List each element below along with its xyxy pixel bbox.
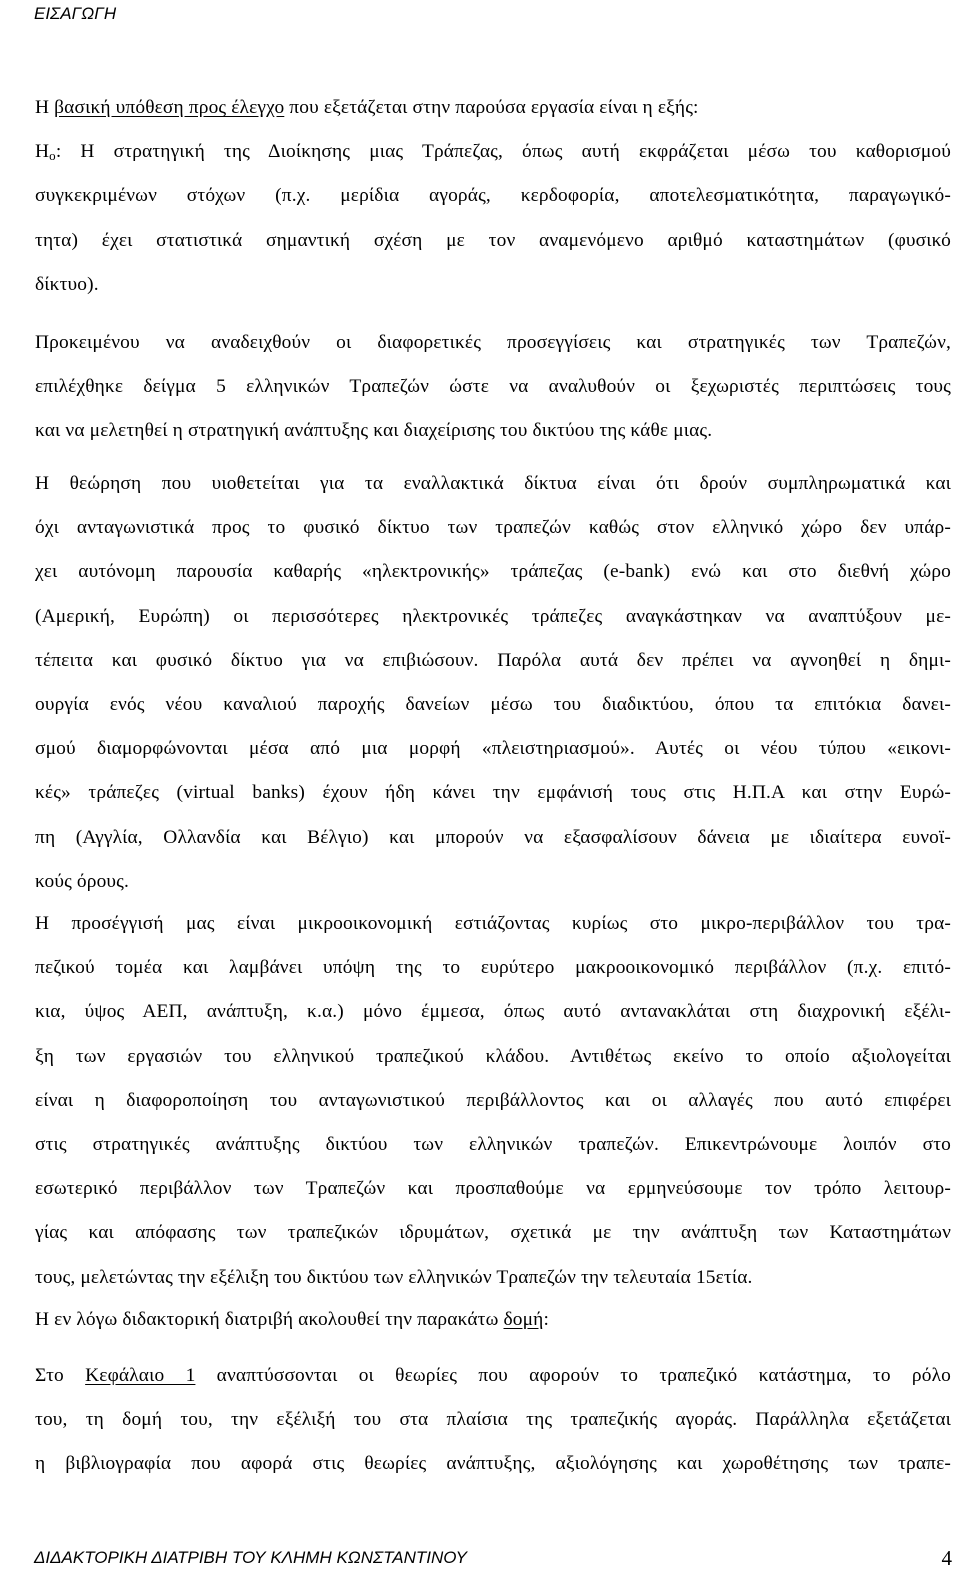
chapter1-link: Κεφάλαιο 1 [85,1365,196,1386]
paragraph-line: στις στρατηγικές ανάπτυξης δικτύου των ελληνικών τραπεζών. Επικεντρώνουμε λοιπόν στο [35,1133,951,1155]
paragraph-line: του, τη δομή του, την εξέλιξή του στα πλαίσια της τραπεζικής αγοράς. Παράλληλα εξετάζεται [35,1409,951,1431]
paragraph-line: είναι η διαφοροποίηση του ανταγωνιστικού περιβάλλοντος και οι αλλαγές που αυτό επιφέρει [35,1089,951,1111]
running-header: ΕΙΣΑΓΩΓΗ [34,4,117,23]
running-footer: ΔΙΔΑΚΤΟΡΙΚΗ ΔΙΑΤΡΙΒΗ ΤΟΥ ΚΛΗΜΗ ΚΩΝΣΤΑΝΤΙΝΟΥ [34,1548,467,1567]
paragraph-line: κια, ύψος ΑΕΠ, ανάπτυξη, κ.α.) μόνο έμμεσα, όπως αυτό αντανακλάται στη διαχρονική εξέλι- [35,1001,951,1023]
paragraph-line: επιλέχθηκε δείγμα 5 ελληνικών Τραπεζών ώστε να αναλυθούν οι ξεχωριστές περιπτώσεις τους [35,376,951,398]
paragraph-line: κές» τράπεζες (virtual banks) έχουν ήδη κάνει την εμφάνισή τους στις Η.Π.Α και στην Ευρώ- [35,782,951,804]
hypothesis-line: δίκτυο). [35,273,99,295]
page-number: 4 [941,1546,952,1570]
paragraph-line: ξη των εργασιών του ελληνικού τραπεζικού κλάδου. Αντιθέτως εκείνο το οποίο αξιολογείται [35,1045,951,1067]
hypothesis-section [35,86,951,307]
chapter1-line: Στο Κεφάλαιο 1 αναπτύσσονται οι θεωρίες που αφορούν το τραπεζικό κατάστημα, το ρόλο [35,1365,952,1386]
hypothesis-line: συγκεκριμένων στόχων (π.χ. μερίδια αγοράς, κερδοφορία, αποτελεσματικότητα, παραγωγικό- [35,185,951,207]
hypothesis-line: τητα) έχει στατιστικά σημαντική σχέση με τον αναμενόμενο αριθμό καταστημάτων (φυσικό [35,229,951,251]
paragraph-line: πη (Αγγλία, Ολλανδία και Βέλγιο) και μπορούν να εξασφαλίσουν δάνεια με ιδιαίτερα ευνοϊ- [35,826,951,848]
paragraph-approach [35,902,951,1300]
paragraph-line: χει αυτόνομη παρουσία καθαρής «ηλεκτρονικής» τράπεζας (e-bank) ενώ και στο διεθνή χώρο [35,561,951,583]
paragraph-line: τους, μελετώντας την εξέλιξη του δικτύου των ελληνικών Τραπεζών την τελευταία 15ετία. [35,1266,753,1288]
hypothesis-intro-post: που εξετάζεται στην παρούσα εργασία είναι η εξής: [284,97,699,118]
hypothesis-intro [35,86,951,130]
structure-line: Η εν λόγω διδακτορική διατριβή ακολουθεί την παρακάτω δομή: [35,1309,550,1330]
paragraph-line: και να μελετηθεί η στρατηγική ανάπτυξης και διαχείρισης του δικτύου της κάθε μιας. [35,420,713,442]
structure-link: δομή [503,1309,544,1330]
paragraph-line: Προκειμένου να αναδειχθούν οι διαφορετικές προσεγγίσεις και στρατηγικές των Τραπεζών, [35,332,951,353]
paragraph-view [35,462,951,904]
paragraph-line: πεζικού τομέα και λαμβάνει υπόψη της το ευρύτερο μακροοικονομικό περιβάλλον (π.χ. επιτό- [35,957,951,979]
paragraph-approaches [35,321,951,454]
hypothesis-line: $H_o$: Η στρατηγική της Διοίκησης μιας Τράπεζας, όπως αυτή εκφράζεται μέσω του καθορισμού [35,141,951,164]
paragraph-line: όχι ανταγωνιστικά προς το φυσικό δίκτυο των τραπεζών καθώς στον ελληνικό χώρο δεν υπάρ- [35,517,951,539]
paragraph-line: σμού διαμορφώνονται μέσα από μια μορφή «πλειστηριασμού». Αυτές οι νέου τύπου «εικονι- [35,738,951,760]
h0-symbol: $H_o$ [35,141,56,164]
paragraph-line: Η προσέγγισή μας είναι μικροοικονομική εστιάζοντας κυρίως στο μικρο-περιβάλλον του τρα- [35,913,951,934]
paragraph-line: Η θεώρηση που υιοθετείται για τα εναλλακτικά δίκτυα είναι ότι δρούν συμπληρωματικά και [35,473,951,494]
paragraph-line: (Αμερική, Ευρώπη) οι περισσότερες ηλεκτρονικές τράπεζες αναγκάστηκαν να αναπτύξουν με- [35,605,951,627]
chapter1-paragraph [35,1354,951,1487]
paragraph-line: ουργία ενός νέου καναλιού παροχής δανείων μέσω του διαδικτύου, όπου τα επιτόκια δανει- [35,693,951,715]
paragraph-line: τέπειτα και φυσικό δίκτυο για να επιβιώσουν. Παρόλα αυτά δεν πρέπει να αγνοηθεί η δημι- [35,649,951,671]
hypothesis-intro-pre: Η [35,97,55,118]
paragraph-line: η βιβλιογραφία που αφορά στις θεωρίες ανάπτυξης, αξιολόγησης και χωροθέτησης των τραπε- [35,1453,951,1475]
hypothesis-link: βασική υπόθεση προς έλεγχο [54,97,285,118]
structure-intro [35,1298,951,1342]
paragraph-line: εσωτερικό περιβάλλον των Τραπεζών και προσπαθούμε να ερμηνεύσουμε τον τρόπο λειτουρ- [35,1178,951,1200]
paragraph-line: κούς όρους. [35,870,130,892]
paragraph-line: γίας και απόφασης των τραπεζικών ιδρυμάτων, σχετικά με την ανάπτυξη των Καταστημάτων [35,1222,951,1244]
